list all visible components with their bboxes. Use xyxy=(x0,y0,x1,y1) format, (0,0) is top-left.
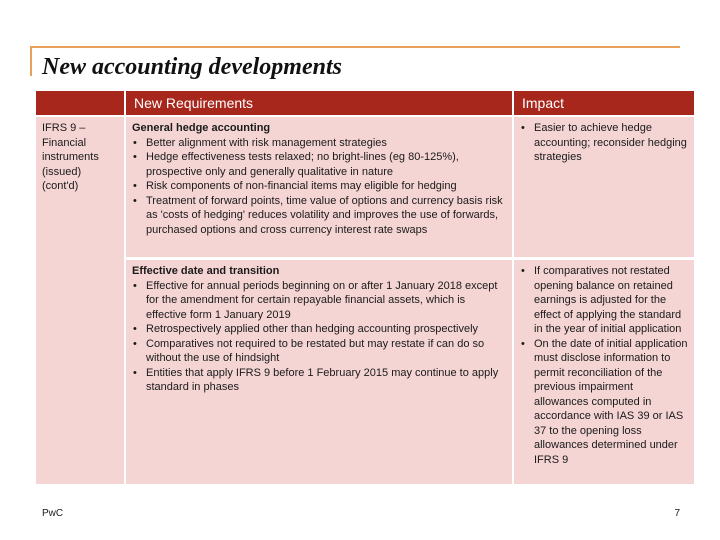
section-heading: Effective date and transition xyxy=(132,265,280,277)
list-item: • Entities that apply IFRS 9 before 1 February 2015 may continue to apply standard in phases xyxy=(132,366,506,395)
title-accent-line xyxy=(30,46,680,48)
page-title: New accounting developments xyxy=(42,54,342,80)
title-accent-line-vertical xyxy=(30,46,32,76)
footer-brand: PwC xyxy=(42,508,64,519)
list-item: • Effective for annual periods beginning on or after 1 January 2018 except for the amendment for certain repayable financial assets, which is effective form 1 January 2019 xyxy=(132,279,506,323)
page-number: 7 xyxy=(674,508,680,519)
list-item: • Retrospectively applied other than hedging accounting prospectively xyxy=(132,322,506,337)
requirements-list xyxy=(132,279,506,395)
requirements-cell-hedge xyxy=(126,117,512,257)
list-item: • Hedge effectiveness tests relaxed; no bright-lines (eg 80-125%), prospective only and generally qualitative in nature xyxy=(132,150,506,179)
standard-label: IFRS 9 – Financial instruments (issued) (cont'd) xyxy=(42,122,99,192)
header-requirements: New Requirements xyxy=(126,91,512,115)
standard-cell xyxy=(36,117,124,484)
list-item: • Risk components of non-financial items may eligible for hedging xyxy=(132,179,506,194)
requirements-list xyxy=(132,136,506,238)
impact-list xyxy=(520,121,688,165)
list-item: • Treatment of forward points, time value of options and currency basis risk as 'costs of hedging' reduces volatility and improves the use of forwards, purchased options and cross currency interest rate swaps xyxy=(132,194,506,238)
list-item: • Better alignment with risk management strategies xyxy=(132,136,506,151)
list-item: • On the date of initial application must disclose information to permit reconciliation of the previous impairment allowances computed in accordance with IAS 39 or IAS 37 to the opening loss allowances determined under IFRS 9 xyxy=(520,337,688,468)
requirements-cell-transition xyxy=(126,260,512,484)
impact-cell-transition xyxy=(514,260,694,484)
section-heading: General hedge accounting xyxy=(132,122,271,134)
header-blank-cell xyxy=(36,91,124,115)
impact-cell-hedge xyxy=(514,117,694,257)
impact-list xyxy=(520,264,688,467)
list-item: • Comparatives not required to be restated but may restate if can do so without the use of hindsight xyxy=(132,337,506,366)
list-item: • Easier to achieve hedge accounting; reconsider hedging strategies xyxy=(520,121,688,165)
list-item: • If comparatives not restated opening balance on retained earnings is adjusted for the effect of applying the standard in the year of initial application xyxy=(520,264,688,337)
header-impact: Impact xyxy=(514,91,694,115)
